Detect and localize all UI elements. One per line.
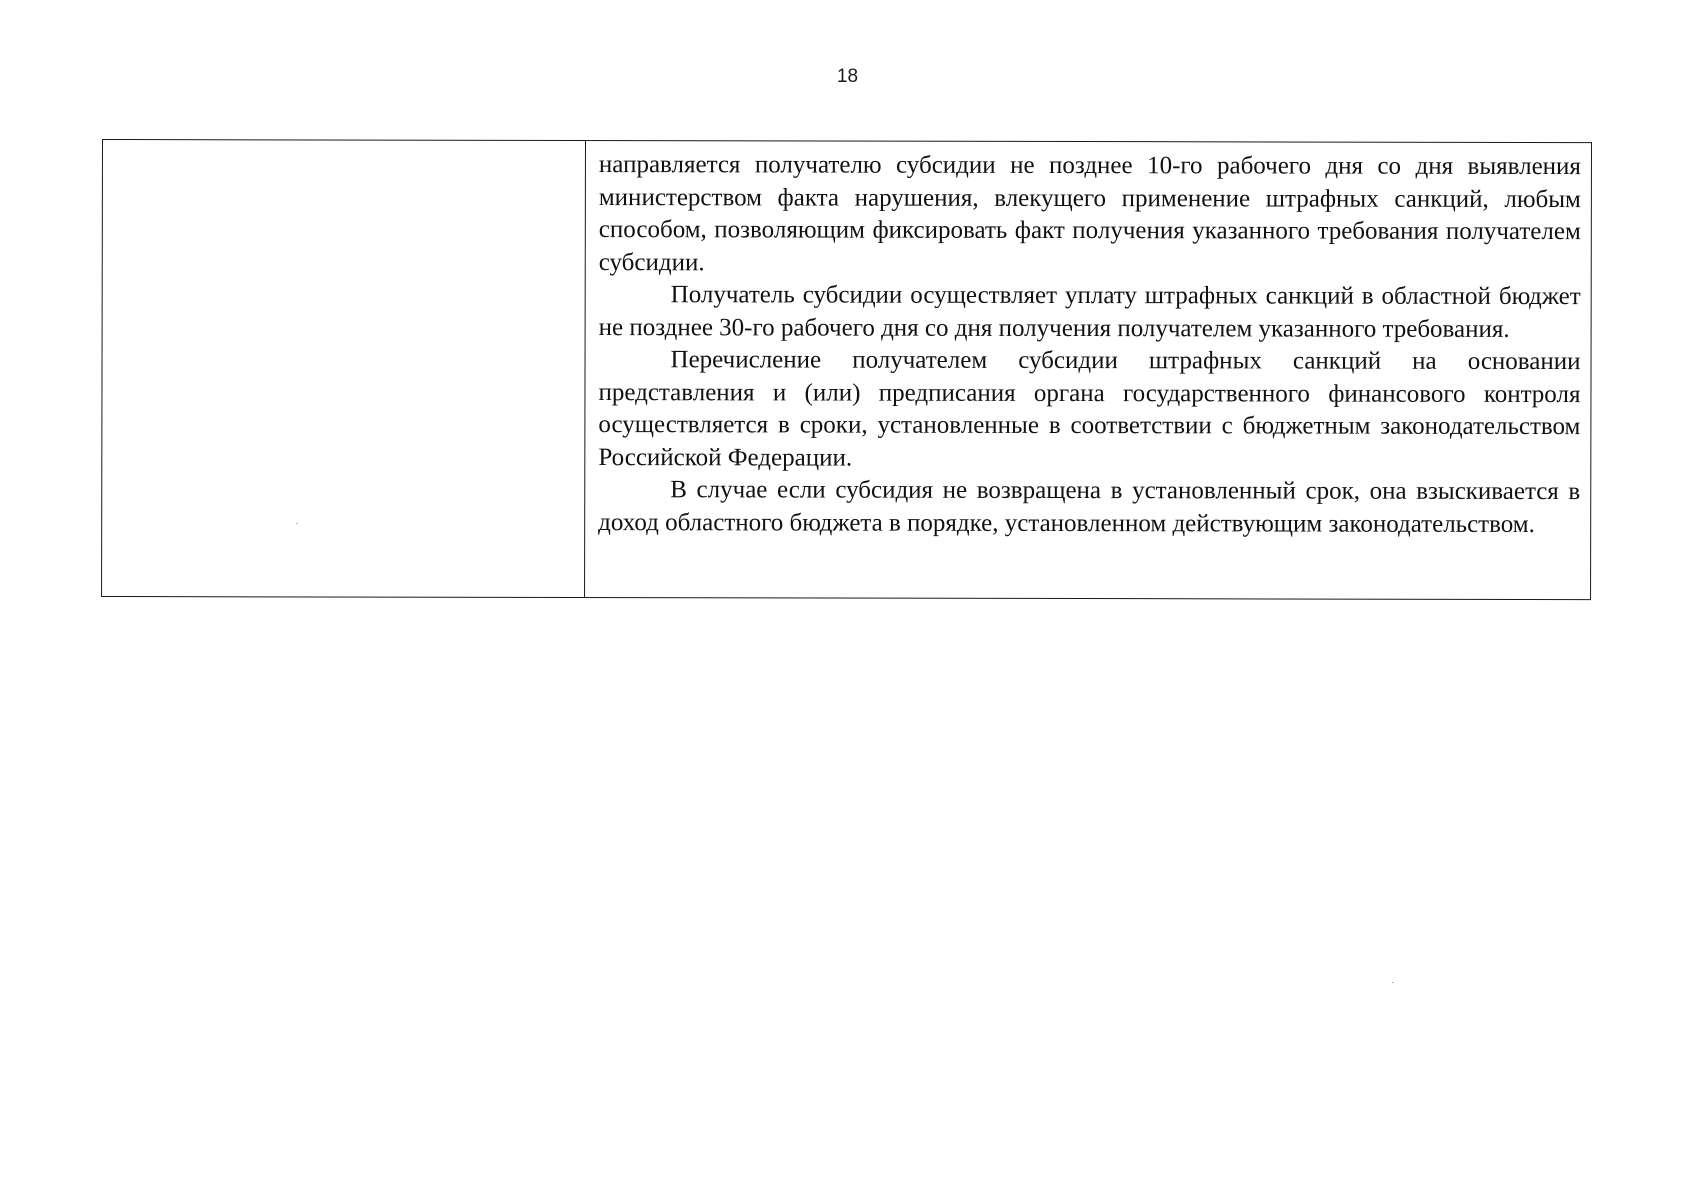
paragraph-penalty-transfer: Перечисление получателем субсидии штрафных санкций на основании представления и (или) предписания органа государственного финансового контроля осуществляется в сроки, установленные в соответствии с бюджетным законодательством Российской Федерации. — [598, 346, 1581, 472]
paragraph-penalty-payment: Получатель субсидии осуществляет уплату штрафных санкций в областной бюджет не позднее 30-го рабочего дня со дня получения получателем указанного требования. — [598, 281, 1581, 343]
paragraph-subsidy-recovery: В случае если субсидия не возвращена в установленный срок, она взыскивается в доход областного бюджета в порядке, установленном действующим законодательством. — [598, 476, 1581, 538]
paragraph-demand-delivery: направляется получателю субсидии не позднее 10-го рабочего дня со дня выявления министерством факта нарушения, влекущего применение штрафных санкций, любым способом, позволяющим фиксировать факт получения указанного требования получателем субсидии. — [598, 151, 1581, 276]
page-number: 18 — [836, 66, 859, 87]
table-cell-right — [585, 141, 1591, 599]
document-table — [101, 139, 1592, 600]
scan-speck — [296, 523, 298, 524]
scan-speck — [1392, 982, 1394, 983]
table-cell-left — [102, 140, 586, 597]
